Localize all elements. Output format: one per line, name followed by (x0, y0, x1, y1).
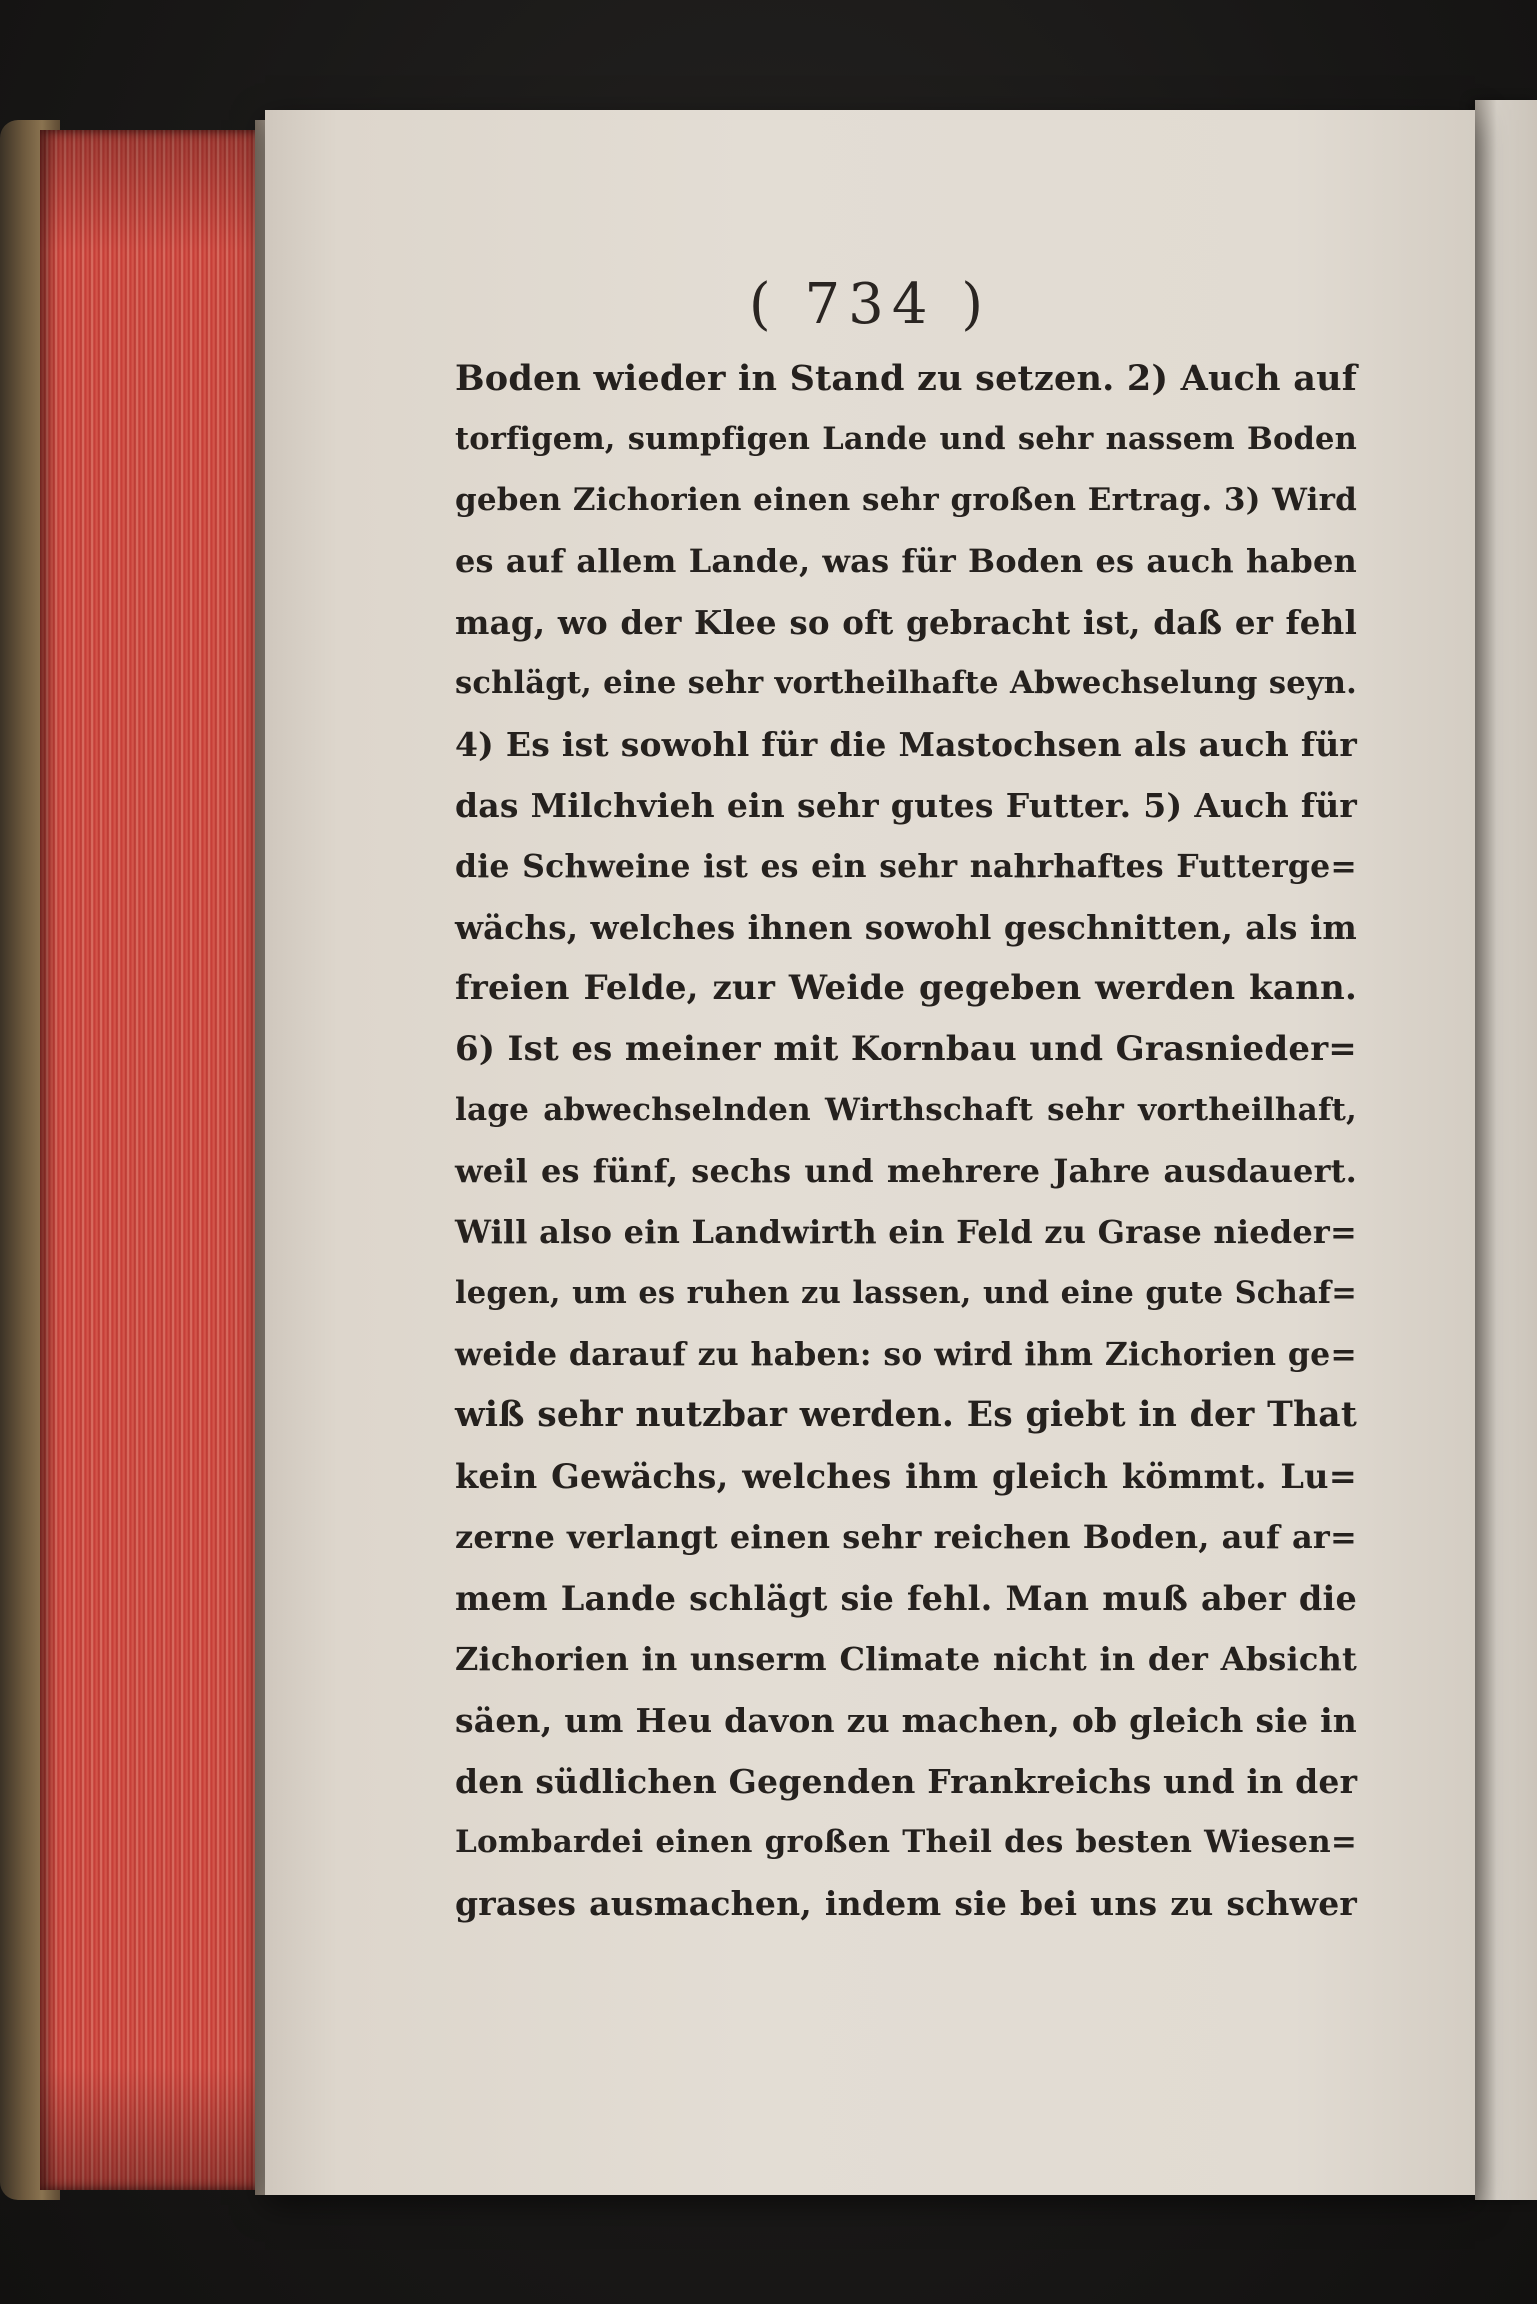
text-line: freien Felde, zur Weide gegeben werden kann. (455, 968, 1357, 1008)
text-line: weide darauf zu haben: so wird ihm Zichorien ge= (455, 1336, 1357, 1373)
text-line: schlägt, eine sehr vortheilhafte Abwechselung seyn. (455, 665, 1357, 701)
text-line: wächs, welches ihnen sowohl geschnitten, als im (455, 908, 1357, 947)
text-line: es auf allem Lande, was für Boden es auch haben (455, 542, 1357, 580)
text-line: zerne verlangt einen sehr reichen Boden, auf ar= (455, 1518, 1357, 1556)
text-line: legen, um es ruhen zu lassen, und eine gute Schaf= (455, 1275, 1357, 1311)
text-line: mem Lande schlägt sie fehl. Man muß aber die (455, 1579, 1357, 1618)
text-line: lage abwechselnden Wirthschaft sehr vortheilhaft, (455, 1092, 1357, 1128)
text-line: Lombardei einen großen Theil des besten Wiesen= (455, 1824, 1357, 1860)
text-line: kein Gewächs, welches ihm gleich kömmt. Lu= (455, 1457, 1357, 1496)
text-line: 4) Es ist sowohl für die Mastochsen als auch für (455, 725, 1357, 764)
text-line: torfigem, sumpfigen Lande und sehr nassem Boden (455, 421, 1357, 457)
text-line: säen, um Heu davon zu machen, ob gleich sie in (455, 1701, 1357, 1740)
page-text (455, 348, 1357, 1934)
text-line: wiß sehr nutzbar werden. Es giebt in der That (455, 1395, 1357, 1435)
text-line: geben Zichorien einen sehr großen Ertrag. 3) Wird (455, 482, 1357, 518)
facing-page-edge (1475, 100, 1537, 2200)
text-line: mag, wo der Klee so oft gebracht ist, daß er fehl (455, 603, 1357, 642)
book-page (265, 110, 1475, 2195)
text-line: den südlichen Gegenden Frankreichs und in der (455, 1762, 1358, 1801)
text-line: Boden wieder in Stand zu setzen. 2) Auch auf (455, 358, 1357, 399)
text-line: Zichorien in unserm Climate nicht in der Absicht (455, 1640, 1357, 1678)
page-number: ( 734 ) (748, 272, 992, 337)
text-line: Will also ein Landwirth ein Feld zu Grase nieder= (455, 1213, 1357, 1251)
text-line: die Schweine ist es ein sehr nahrhaftes Futterge= (455, 848, 1357, 885)
text-line: grases ausmachen, indem sie bei uns zu schwer (455, 1884, 1357, 1923)
text-line: 6) Ist es meiner mit Kornbau und Grasnieder= (455, 1029, 1357, 1069)
text-line: weil es fünf, sechs und mehrere Jahre ausdauert. (455, 1152, 1357, 1190)
text-line: das Milchvieh ein sehr gutes Futter. 5) Auch für (455, 786, 1357, 825)
red-page-edges (40, 130, 265, 2190)
